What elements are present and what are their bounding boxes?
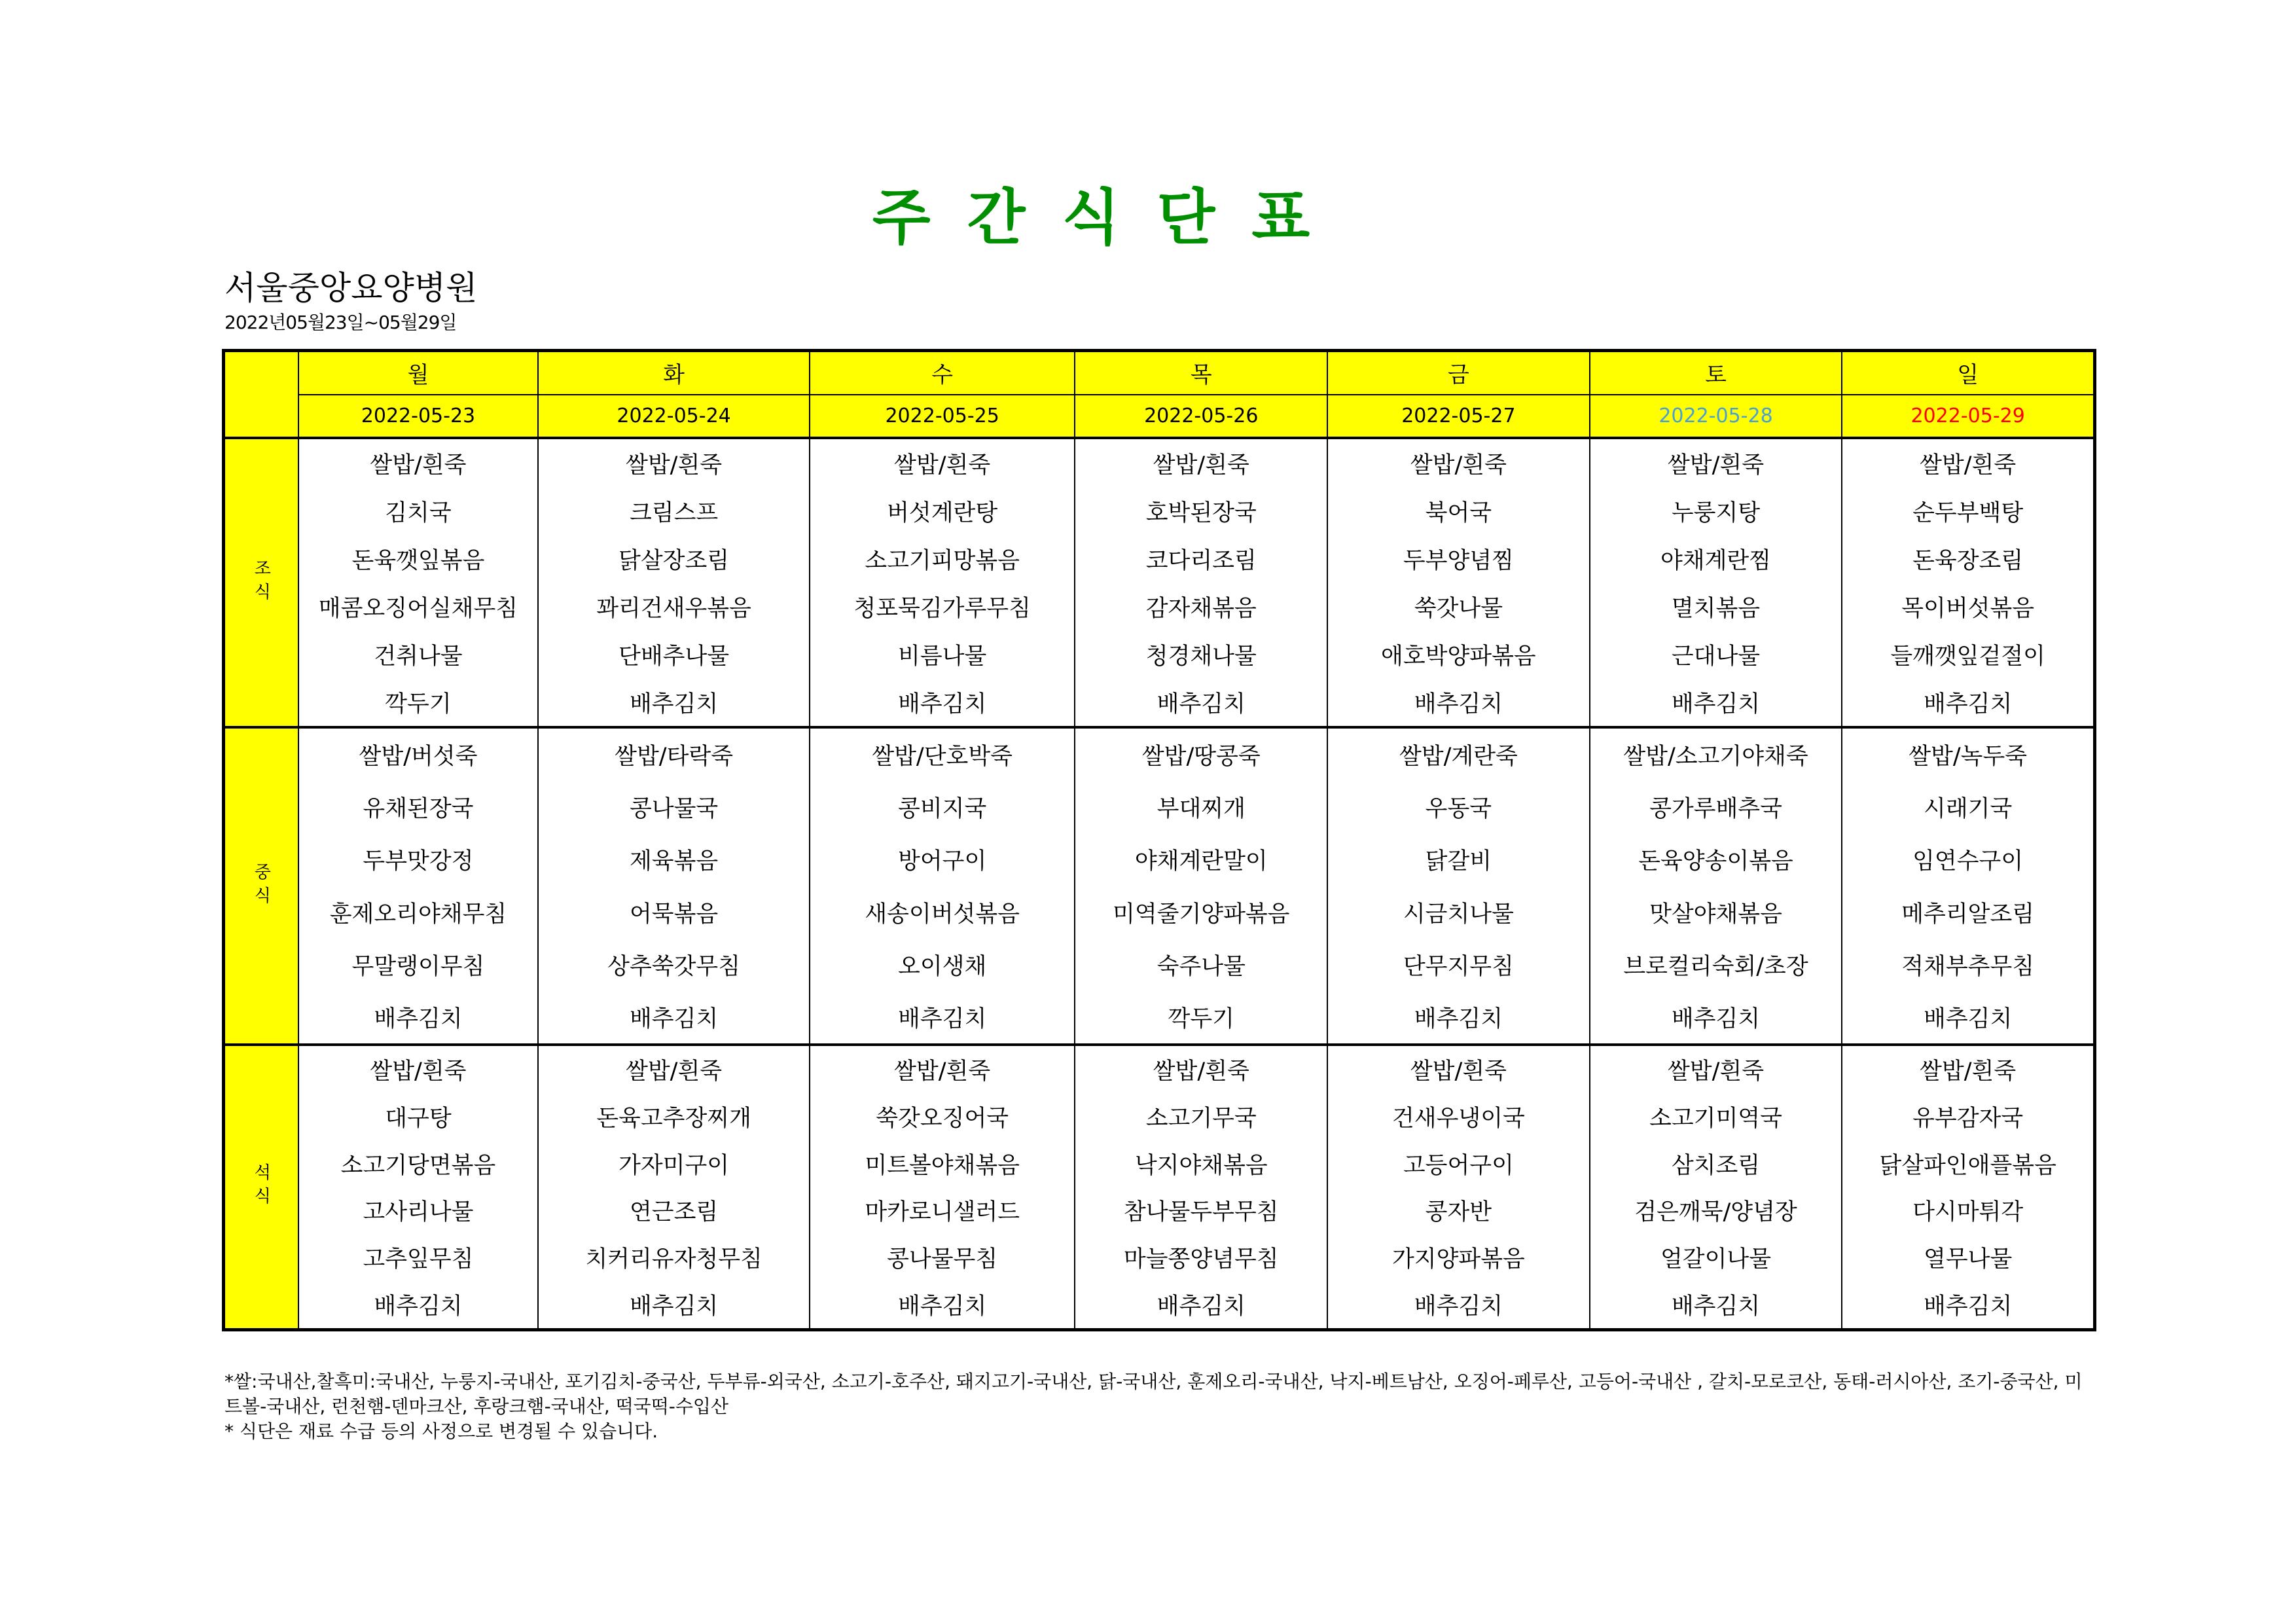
menu-item: 다시마튀각 bbox=[1912, 1199, 2024, 1226]
menu-item: 쌀밥/흰죽 bbox=[894, 452, 991, 478]
menu-item: 청포묵김가루무침 bbox=[853, 595, 1031, 622]
menu-cell-breakfast-sun bbox=[1842, 439, 2093, 729]
menu-item: 콩나물무침 bbox=[887, 1246, 998, 1273]
menu-item: 깍두기 bbox=[1168, 1005, 1234, 1032]
hospital-name: 서울중앙요양병원 bbox=[224, 269, 478, 307]
menu-item: 배추김치 bbox=[1924, 691, 2013, 717]
menu-item: 목이버섯볶음 bbox=[1901, 595, 2035, 622]
menu-item: 돈육장조림 bbox=[1912, 547, 2024, 574]
menu-item: 삼치조림 bbox=[1671, 1152, 1761, 1179]
menu-item: 고추잎무침 bbox=[363, 1246, 474, 1273]
menu-item: 쑥갓오징어국 bbox=[876, 1105, 1009, 1132]
menu-item: 메추리알조림 bbox=[1901, 901, 2035, 928]
menu-item: 단배추나물 bbox=[619, 643, 730, 670]
menu-item: 얼갈이나물 bbox=[1660, 1246, 1772, 1273]
menu-item: 호박된장국 bbox=[1145, 499, 1257, 526]
menu-cell-lunch-thu bbox=[1075, 729, 1328, 1046]
menu-item: 쌀밥/흰죽 bbox=[894, 1058, 991, 1085]
menu-item: 숙주나물 bbox=[1157, 953, 1246, 980]
menu-item: 콩가루배추국 bbox=[1649, 796, 1782, 823]
menu-item: 배추김치 bbox=[1157, 1293, 1246, 1320]
menu-item: 쌀밥/흰죽 bbox=[370, 452, 467, 478]
menu-item: 돈육깻잎볶음 bbox=[351, 547, 485, 574]
date-header-thu: 2022-05-26 bbox=[1075, 395, 1328, 440]
menu-item: 마늘쫑양념무침 bbox=[1123, 1246, 1279, 1273]
menu-item: 두부맛강정 bbox=[363, 848, 474, 875]
menu-item: 쌀밥/흰죽 bbox=[370, 1058, 467, 1085]
day-header-wed: 수 bbox=[810, 352, 1076, 395]
menu-item: 쌀밥/버섯죽 bbox=[359, 744, 478, 770]
menu-item: 새송이버섯볶음 bbox=[865, 901, 1020, 928]
menu-cell-dinner-sun bbox=[1842, 1046, 2093, 1328]
menu-item: 콩비지국 bbox=[898, 796, 987, 823]
menu-cell-breakfast-tue bbox=[539, 439, 810, 729]
weekly-menu-table bbox=[222, 349, 2096, 1331]
menu-item: 연근조림 bbox=[629, 1199, 719, 1226]
menu-item: 쌀밥/단호박죽 bbox=[872, 744, 1013, 770]
menu-item: 미역줄기양파볶음 bbox=[1113, 901, 1290, 928]
menu-item: 쌀밥/흰죽 bbox=[626, 1058, 723, 1085]
menu-item: 배추김치 bbox=[898, 1005, 987, 1032]
menu-cell-lunch-wed bbox=[810, 729, 1076, 1046]
menu-item: 깍두기 bbox=[385, 691, 452, 717]
date-header-sat: 2022-05-28 bbox=[1590, 395, 1843, 440]
menu-item: 배추김치 bbox=[629, 1293, 719, 1320]
menu-cell-breakfast-mon bbox=[299, 439, 539, 729]
menu-item: 배추김치 bbox=[1671, 1005, 1761, 1032]
menu-item: 배추김치 bbox=[1157, 691, 1246, 717]
menu-item: 시래기국 bbox=[1924, 796, 2013, 823]
menu-item: 제육볶음 bbox=[629, 848, 719, 875]
footnotes bbox=[224, 1369, 2096, 1444]
menu-cell-lunch-sun bbox=[1842, 729, 2093, 1046]
menu-item: 가지양파볶음 bbox=[1391, 1246, 1525, 1273]
date-header-sun: 2022-05-29 bbox=[1842, 395, 2093, 440]
menu-item: 대구탕 bbox=[385, 1105, 452, 1132]
menu-item: 비름나물 bbox=[898, 643, 987, 670]
menu-item: 단무지무침 bbox=[1403, 953, 1514, 980]
menu-item: 열무나물 bbox=[1924, 1246, 2013, 1273]
menu-item: 미트볼야채볶음 bbox=[865, 1152, 1020, 1179]
menu-item: 쌀밥/흰죽 bbox=[1920, 452, 2017, 478]
menu-item: 쌀밥/타락죽 bbox=[615, 744, 733, 770]
menu-item: 감자채볶음 bbox=[1145, 595, 1257, 622]
menu-item: 청경채나물 bbox=[1145, 643, 1257, 670]
menu-item: 코다리조림 bbox=[1145, 547, 1257, 574]
menu-item: 검은깨묵/양념장 bbox=[1634, 1199, 1797, 1226]
menu-cell-lunch-sat bbox=[1590, 729, 1843, 1046]
menu-item: 닭살파인애플볶음 bbox=[1879, 1152, 2056, 1179]
menu-item: 어묵볶음 bbox=[629, 901, 719, 928]
menu-item: 낙지야채볶음 bbox=[1134, 1152, 1268, 1179]
menu-item: 상추쑥갓무침 bbox=[607, 953, 741, 980]
menu-item: 쌀밥/흰죽 bbox=[1153, 1058, 1249, 1085]
menu-item: 김치국 bbox=[385, 499, 452, 526]
menu-item: 쌀밥/흰죽 bbox=[1667, 1058, 1765, 1085]
menu-item: 고사리나물 bbox=[363, 1199, 474, 1226]
origin-footnote: *쌀:국내산,찰흑미:국내산, 누룽지-국내산, 포기김치-중국산, 두부류-외국산, 소고기-호주산, 돼지고기-국내산, 닭-국내산, 훈제오리-국내산, 낙지-베트남산, 오징어-페루산, 고등어-국내산 , 갈치-모로코산, 동태-러시아산, 조기-중국산, 미트볼-국내산, 런천햄-덴마크산, 후랑크햄-국내산, 떡국떡-수입산 bbox=[224, 1371, 2083, 1417]
menu-item: 쌀밥/흰죽 bbox=[1920, 1058, 2017, 1085]
menu-item: 쌀밥/흰죽 bbox=[1410, 1058, 1507, 1085]
menu-item: 쌀밥/흰죽 bbox=[1410, 452, 1507, 478]
menu-item: 참나물두부무침 bbox=[1123, 1199, 1279, 1226]
menu-item: 유채된장국 bbox=[363, 796, 474, 823]
menu-item: 소고기당면볶음 bbox=[340, 1152, 496, 1179]
menu-item: 들깨깻잎겉절이 bbox=[1890, 643, 2045, 670]
menu-item: 근대나물 bbox=[1671, 643, 1761, 670]
menu-item: 누룽지탕 bbox=[1671, 499, 1761, 526]
meal-label-dinner bbox=[225, 1046, 299, 1328]
menu-item: 닭갈비 bbox=[1425, 848, 1492, 875]
menu-item: 꽈리건새우볶음 bbox=[596, 595, 751, 622]
menu-item: 배추김치 bbox=[898, 1293, 987, 1320]
menu-item: 야채계란찜 bbox=[1660, 547, 1772, 574]
menu-cell-breakfast-thu bbox=[1075, 439, 1328, 729]
menu-cell-dinner-fri bbox=[1328, 1046, 1590, 1328]
menu-item: 매콤오징어실채무침 bbox=[318, 595, 518, 622]
menu-item: 우동국 bbox=[1425, 796, 1492, 823]
date-header-fri: 2022-05-27 bbox=[1328, 395, 1590, 440]
menu-item: 훈제오리야채무침 bbox=[329, 901, 507, 928]
menu-cell-dinner-wed bbox=[810, 1046, 1076, 1328]
menu-cell-lunch-mon bbox=[299, 729, 539, 1046]
menu-item: 소고기무국 bbox=[1145, 1105, 1257, 1132]
menu-cell-breakfast-sat bbox=[1590, 439, 1843, 729]
menu-item: 쌀밥/소고기야채죽 bbox=[1623, 744, 1808, 770]
menu-item: 맛살야채볶음 bbox=[1649, 901, 1782, 928]
menu-item: 쌀밥/흰죽 bbox=[626, 452, 723, 478]
menu-item: 애호박양파볶음 bbox=[1381, 643, 1536, 670]
meal-label-text: 조식 bbox=[251, 559, 271, 607]
date-range: 2022년05월23일~05월29일 bbox=[224, 312, 457, 333]
meal-label-text: 중식 bbox=[251, 862, 271, 910]
menu-item: 고등어구이 bbox=[1403, 1152, 1514, 1179]
meal-label-text: 석식 bbox=[251, 1163, 271, 1211]
menu-item: 콩자반 bbox=[1425, 1199, 1492, 1226]
menu-cell-lunch-tue bbox=[539, 729, 810, 1046]
menu-item: 배추김치 bbox=[629, 1005, 719, 1032]
menu-item: 두부양념찜 bbox=[1403, 547, 1514, 574]
day-header-tue: 화 bbox=[539, 352, 810, 395]
menu-item: 배추김치 bbox=[629, 691, 719, 717]
menu-item: 쑥갓나물 bbox=[1414, 595, 1503, 622]
menu-cell-breakfast-wed bbox=[810, 439, 1076, 729]
menu-item: 돈육양송이볶음 bbox=[1638, 848, 1793, 875]
day-header-sun: 일 bbox=[1842, 352, 2093, 395]
menu-item: 배추김치 bbox=[1671, 1293, 1761, 1320]
menu-item: 돈육고추장찌개 bbox=[596, 1105, 751, 1132]
menu-item: 시금치나물 bbox=[1403, 901, 1514, 928]
menu-item: 소고기미역국 bbox=[1649, 1105, 1782, 1132]
date-header-wed: 2022-05-25 bbox=[810, 395, 1076, 440]
menu-item: 방어구이 bbox=[898, 848, 987, 875]
menu-item: 배추김치 bbox=[1414, 1005, 1503, 1032]
page-title: 주 간 식 단 표 bbox=[872, 183, 1318, 253]
menu-item: 부대찌개 bbox=[1157, 796, 1246, 823]
table-corner bbox=[225, 352, 299, 439]
menu-item: 치커리유자청무침 bbox=[585, 1246, 762, 1273]
menu-item: 건새우냉이국 bbox=[1391, 1105, 1525, 1132]
menu-item: 버섯계란탕 bbox=[887, 499, 998, 526]
day-header-fri: 금 bbox=[1328, 352, 1590, 395]
menu-item: 닭살장조림 bbox=[619, 547, 730, 574]
change-notice-footnote: * 식단은 재료 수급 등의 사정으로 변경될 수 있습니다. bbox=[224, 1420, 658, 1442]
menu-item: 배추김치 bbox=[1924, 1005, 2013, 1032]
menu-item: 마카로니샐러드 bbox=[865, 1199, 1020, 1226]
menu-item: 브로컬리숙회/초장 bbox=[1623, 953, 1808, 980]
menu-item: 소고기피망볶음 bbox=[865, 547, 1020, 574]
menu-item: 야채계란말이 bbox=[1134, 848, 1268, 875]
date-header-mon: 2022-05-23 bbox=[299, 395, 539, 440]
menu-item: 오이생채 bbox=[898, 953, 987, 980]
meal-label-lunch bbox=[225, 729, 299, 1046]
meal-label-breakfast bbox=[225, 439, 299, 729]
menu-item: 건취나물 bbox=[374, 643, 463, 670]
menu-item: 배추김치 bbox=[374, 1293, 463, 1320]
menu-item: 쌀밥/흰죽 bbox=[1153, 452, 1249, 478]
menu-item: 무말랭이무침 bbox=[351, 953, 485, 980]
menu-item: 배추김치 bbox=[898, 691, 987, 717]
menu-item: 배추김치 bbox=[1414, 1293, 1503, 1320]
menu-cell-dinner-thu bbox=[1075, 1046, 1328, 1328]
menu-item: 배추김치 bbox=[1414, 691, 1503, 717]
menu-item: 크림스프 bbox=[629, 499, 719, 526]
menu-cell-dinner-sat bbox=[1590, 1046, 1843, 1328]
menu-cell-breakfast-fri bbox=[1328, 439, 1590, 729]
menu-item: 배추김치 bbox=[1924, 1293, 2013, 1320]
menu-item: 콩나물국 bbox=[629, 796, 719, 823]
menu-cell-lunch-fri bbox=[1328, 729, 1590, 1046]
day-header-mon: 월 bbox=[299, 352, 539, 395]
menu-item: 순두부백탕 bbox=[1912, 499, 2024, 526]
menu-cell-dinner-mon bbox=[299, 1046, 539, 1328]
date-header-tue: 2022-05-24 bbox=[539, 395, 810, 440]
menu-item: 북어국 bbox=[1425, 499, 1492, 526]
menu-item: 쌀밥/녹두죽 bbox=[1909, 744, 2028, 770]
menu-item: 배추김치 bbox=[374, 1005, 463, 1032]
menu-cell-dinner-tue bbox=[539, 1046, 810, 1328]
menu-item: 적채부추무침 bbox=[1901, 953, 2035, 980]
day-header-sat: 토 bbox=[1590, 352, 1843, 395]
menu-item: 쌀밥/땅콩죽 bbox=[1141, 744, 1261, 770]
menu-item: 쌀밥/계란죽 bbox=[1399, 744, 1518, 770]
menu-item: 배추김치 bbox=[1671, 691, 1761, 717]
menu-item: 가자미구이 bbox=[619, 1152, 730, 1179]
day-header-thu: 목 bbox=[1075, 352, 1328, 395]
menu-item: 임연수구이 bbox=[1912, 848, 2024, 875]
menu-item: 멸치볶음 bbox=[1671, 595, 1761, 622]
menu-item: 유부감자국 bbox=[1912, 1105, 2024, 1132]
menu-item: 쌀밥/흰죽 bbox=[1667, 452, 1765, 478]
